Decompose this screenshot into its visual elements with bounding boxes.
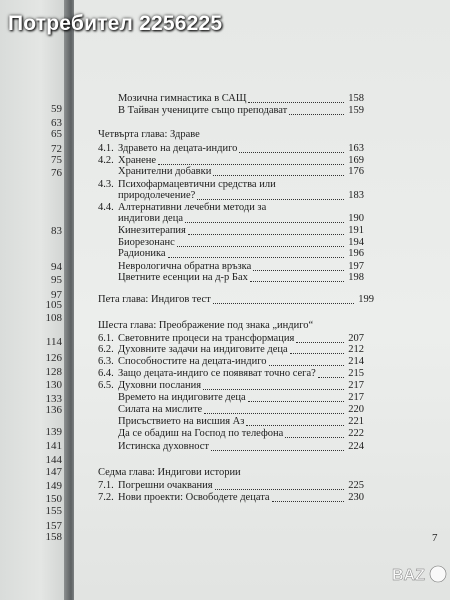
toc-entry-label: Хранителни добавки: [118, 166, 212, 177]
dot-leader: [269, 365, 344, 366]
toc-entry-label: Алтернативни лечебни методи за: [118, 202, 267, 213]
left-page-number: 114: [45, 336, 62, 348]
chapter-title: Шеста глава: Преображение под знака „индиго“: [98, 320, 314, 331]
toc-entry-label: Погрешни очаквания: [118, 480, 213, 491]
left-page-number: 139: [45, 426, 62, 438]
toc-entry-page: 159: [348, 105, 364, 116]
table-of-contents: [74, 0, 450, 600]
chapter-title: Пета глава: Индигов тест: [98, 294, 211, 305]
dot-leader: [215, 489, 344, 490]
toc-entry-number: 4.2.: [98, 155, 114, 166]
left-page-number: 63: [51, 117, 62, 129]
left-page-number: 130: [45, 379, 62, 391]
toc-entry-page: 176: [348, 166, 364, 177]
toc-entry-number: 6.2.: [98, 344, 114, 355]
toc-entry-number: 7.1.: [98, 480, 114, 491]
toc-entry-label: Способностите на децата-индиго: [118, 356, 267, 367]
toc-entry-label: Психофармацевтични средства или: [118, 179, 276, 190]
toc-entry-page: 163: [348, 143, 364, 154]
toc-entry-page: 215: [348, 368, 364, 379]
toc-entry-page: 198: [348, 272, 364, 283]
left-page-number: 157: [45, 520, 62, 532]
toc-entry-page: 225: [348, 480, 364, 491]
toc-entry-page: 217: [348, 392, 364, 403]
toc-entry-label: Защо децата-индиго се появяват точно сега?: [118, 368, 316, 379]
toc-entry: [74, 416, 450, 428]
toc-entry: [74, 392, 450, 404]
toc-entry-label: индигови деца: [118, 213, 183, 224]
toc-entry: [74, 441, 450, 453]
toc-entry-page: 196: [348, 248, 364, 259]
dot-leader: [318, 377, 344, 378]
left-page-number: 126: [45, 352, 62, 364]
dot-leader: [177, 246, 344, 247]
toc-entry-page: 224: [348, 441, 364, 452]
toc-entry: [74, 190, 450, 202]
dot-leader: [204, 413, 344, 414]
toc-entry-label: природолечение?: [118, 190, 196, 201]
toc-entry-page: 221: [348, 416, 364, 427]
toc-entry: [74, 404, 450, 416]
left-page-number: 128: [45, 366, 62, 378]
left-page-number: 150: [45, 493, 62, 505]
left-page-number: 59: [51, 103, 62, 115]
dot-leader: [188, 234, 344, 235]
dot-leader: [285, 437, 344, 438]
toc-entry: [74, 368, 450, 380]
dot-leader: [203, 389, 344, 390]
toc-entry-page: 212: [348, 344, 364, 355]
left-page-number: 97: [51, 289, 62, 301]
toc-entry-page: 183: [348, 190, 364, 201]
toc-entry-label: Световните процеси на трансформация: [118, 333, 295, 344]
dot-leader: [211, 450, 344, 451]
toc-entry-page: 197: [348, 261, 364, 272]
toc-entry: [74, 225, 450, 237]
left-page-number: 75: [51, 154, 62, 166]
toc-entry: [74, 380, 450, 392]
left-page-number: 144: [45, 454, 62, 466]
left-page: [0, 0, 68, 600]
toc-entry: [74, 93, 450, 105]
toc-entry-page: 230: [348, 492, 364, 503]
dot-leader: [185, 222, 344, 223]
toc-entry-number: 6.4.: [98, 368, 114, 379]
toc-entry-label: Цветните есенции на д-р Бах: [118, 272, 248, 283]
toc-entry: [74, 480, 450, 492]
dot-leader: [296, 342, 344, 343]
toc-entry-page: 199: [358, 294, 374, 305]
left-page-number: 158: [45, 531, 62, 543]
toc-entry: [74, 492, 450, 504]
toc-entry: [74, 213, 450, 225]
toc-entry-label: Неврологична обратна връзка: [118, 261, 252, 272]
toc-entry: [74, 272, 450, 284]
toc-entry-page: 169: [348, 155, 364, 166]
dot-leader: [213, 303, 354, 304]
toc-entry: [74, 105, 450, 117]
left-page-number: 76: [51, 167, 62, 179]
left-page-number: 141: [45, 440, 62, 452]
svg-text:BAZ: BAZ: [392, 567, 425, 584]
toc-entry-number: 4.4.: [98, 202, 114, 213]
toc-entry-label: Нови проекти: Освободете децата: [118, 492, 270, 503]
left-page-number: 133: [45, 393, 62, 405]
chapter-entry: [74, 294, 450, 306]
toc-entry-page: 190: [348, 213, 364, 224]
dot-leader: [272, 501, 344, 502]
toc-entry-number: 4.3.: [98, 179, 114, 190]
chapter-title: Седма глава: Индигови истории: [98, 467, 241, 478]
page-number: 7: [432, 532, 438, 544]
toc-entry-label: В Тайван учениците също преподават: [118, 105, 288, 116]
toc-entry-number: 6.5.: [98, 380, 114, 391]
toc-entry-page: 214: [348, 356, 364, 367]
toc-entry: [74, 143, 450, 155]
dot-leader: [158, 164, 344, 165]
toc-entry-page: 207: [348, 333, 364, 344]
toc-entry-number: 4.1.: [98, 143, 114, 154]
toc-entry-label: Кинезитерапия: [118, 225, 186, 236]
left-page-number: 149: [45, 480, 62, 492]
dot-leader: [289, 114, 344, 115]
toc-entry-label: Радионика: [118, 248, 166, 259]
toc-entry: [74, 166, 450, 178]
dot-leader: [213, 175, 344, 176]
toc-entry-page: 158: [348, 93, 364, 104]
toc-entry-page: 222: [348, 428, 364, 439]
toc-entry-label: Присъствието на висшия Аз: [118, 416, 245, 427]
toc-entry-number: 7.2.: [98, 492, 114, 503]
toc-entry-label: Духовни послания: [118, 380, 202, 391]
left-page-number: 94: [51, 261, 62, 273]
toc-entry-label: Да се обадиш на Господ по телефона: [118, 428, 284, 439]
dot-leader: [248, 401, 344, 402]
left-page-number: 65: [51, 128, 62, 140]
left-page-number: 108: [45, 312, 62, 324]
dot-leader: [168, 257, 344, 258]
toc-entry-label: Духовните задачи на индиговите деца: [118, 344, 288, 355]
toc-entry-label: Здравето на децата-индиго: [118, 143, 238, 154]
left-page-number: 147: [45, 466, 62, 478]
toc-entry-label: Биорезонанс: [118, 237, 175, 248]
dot-leader: [250, 281, 344, 282]
toc-entry-page: 220: [348, 404, 364, 415]
right-page: [74, 0, 450, 600]
toc-entry: [74, 356, 450, 368]
toc-entry-number: 6.3.: [98, 356, 114, 367]
chapter-title: Четвърта глава: Здраве: [98, 129, 200, 140]
left-page-number: 105: [45, 299, 62, 311]
toc-entry-page: 217: [348, 380, 364, 391]
bazar-logo-icon: [388, 560, 448, 588]
dot-leader: [197, 199, 344, 200]
toc-entry: [74, 428, 450, 440]
dot-leader: [246, 425, 344, 426]
toc-entry-label: Силата на мислите: [118, 404, 203, 415]
dot-leader: [248, 102, 344, 103]
left-page-number: 95: [51, 274, 62, 286]
dot-leader: [239, 152, 344, 153]
toc-entry-page: 191: [348, 225, 364, 236]
toc-entry-page: 194: [348, 237, 364, 248]
toc-entry-number: 6.1.: [98, 333, 114, 344]
left-page-number: 155: [45, 505, 62, 517]
toc-entry-label: Хранене: [118, 155, 157, 166]
left-page-number: 136: [45, 404, 62, 416]
left-page-number: 83: [51, 225, 62, 237]
dot-leader: [290, 353, 344, 354]
watermark-username: Потребител 2256225: [8, 12, 223, 35]
toc-entry: [74, 248, 450, 260]
toc-entry-label: Мозична гимнастика в САЩ: [118, 93, 247, 104]
left-page-number: 72: [51, 143, 62, 155]
toc-entry: [74, 344, 450, 356]
toc-entry-label: Времето на индиговите деца: [118, 392, 246, 403]
toc-entry-label: Истинска духовност: [118, 441, 209, 452]
dot-leader: [253, 270, 344, 271]
